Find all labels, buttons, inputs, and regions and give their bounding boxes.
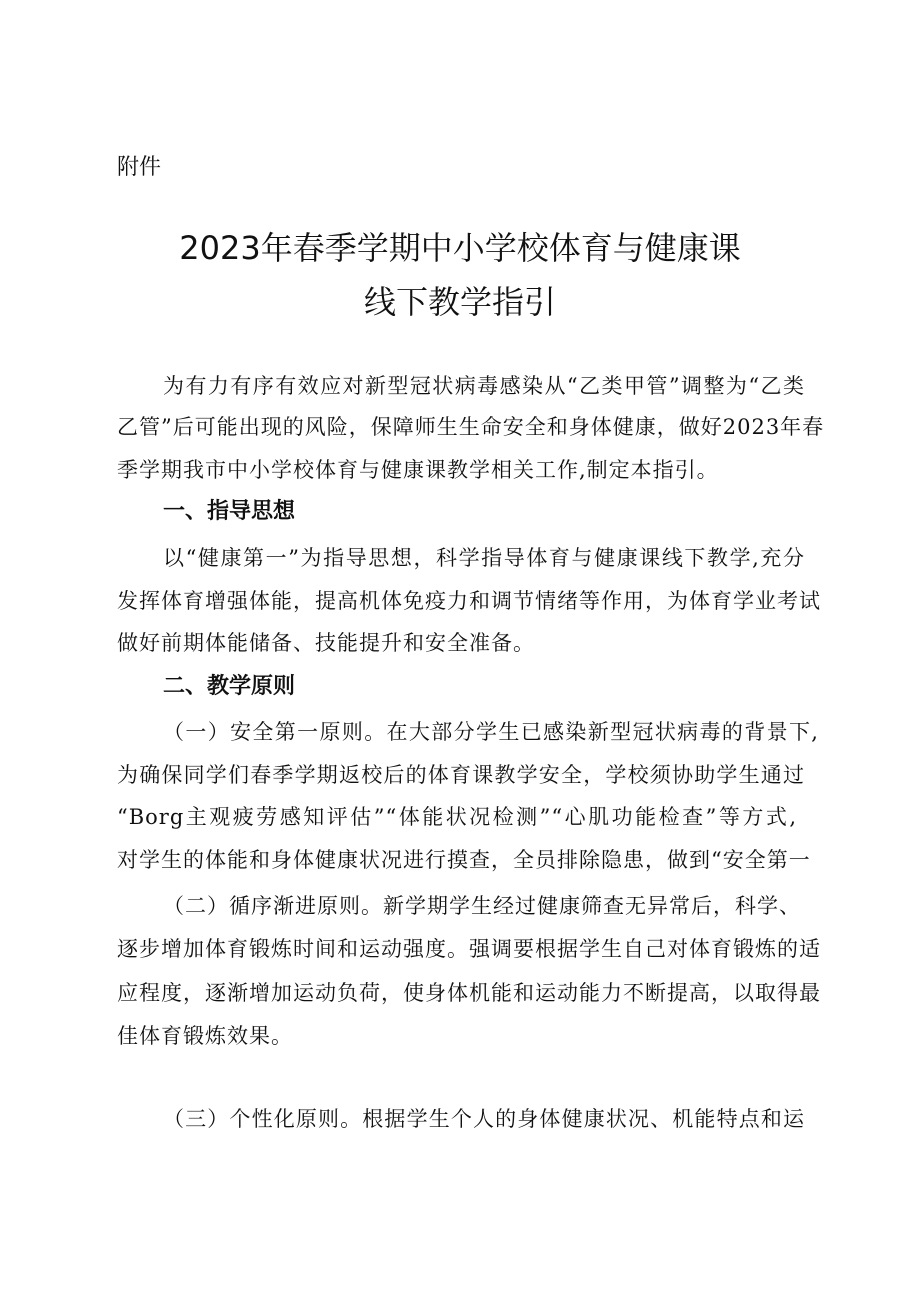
principle1-line-2: 为确保同学们春季学期返校后的体育课教学安全，学校须协助学生通过 (117, 763, 805, 787)
principle1-line-3: “Borg主观疲劳感知评估”“体能状况检测”“心肌功能检查”等方式, (117, 805, 797, 829)
principle2-line-2: 逐步增加体育锻炼时间和运动强度。强调要根据学生自己对体育锻炼的适 (117, 937, 821, 961)
intro-line-1: 为有力有序有效应对新型冠状病毒感染从“乙类甲管”调整为“乙类 (163, 374, 805, 398)
principle3-line-1: （三）个性化原则。根据学生个人的身体健康状况、机能特点和运 (163, 1107, 805, 1131)
principle2-line-4: 佳体育锻炼效果。 (117, 1024, 293, 1048)
document-title-line-2: 线下教学指引 (363, 283, 556, 321)
attachment-label: 附件 (117, 155, 162, 180)
principle2-line-1: （二）循序渐进原则。新学期学生经过健康筛查无异常后，科学、 (163, 894, 801, 918)
section-heading-guiding-ideology: 一、指导思想 (163, 499, 296, 524)
section1-line-2: 发挥体育增强体能，提高机体免疫力和调节情绪等作用，为体育学业考试 (117, 589, 821, 613)
section-heading-teaching-principles: 二、教学原则 (163, 674, 296, 699)
section1-line-3: 做好前期体能储备、技能提升和安全准备。 (117, 631, 535, 655)
principle2-line-3: 应程度，逐渐增加运动负荷，使身体机能和运动能力不断提高，以取得最 (117, 981, 821, 1005)
intro-line-2: 乙管”后可能出现的风险，保障师生生命安全和身体健康，做好2023年春 (117, 415, 825, 439)
document-title-line-1: 2023年春季学期中小学校体育与健康课 (179, 229, 741, 267)
principle1-line-1: （一）安全第一原则。在大部分学生已感染新型冠状病毒的背景下, (163, 720, 819, 744)
section1-line-1: 以“健康第一”为指导思想，科学指导体育与健康课线下教学,充分 (163, 546, 805, 570)
intro-line-3: 季学期我市中小学校体育与健康课教学相关工作,制定本指引。 (117, 458, 719, 482)
principle1-line-4: 对学生的体能和身体健康状况进行摸查，全员排除隐患，做到“安全第一 (117, 848, 811, 872)
